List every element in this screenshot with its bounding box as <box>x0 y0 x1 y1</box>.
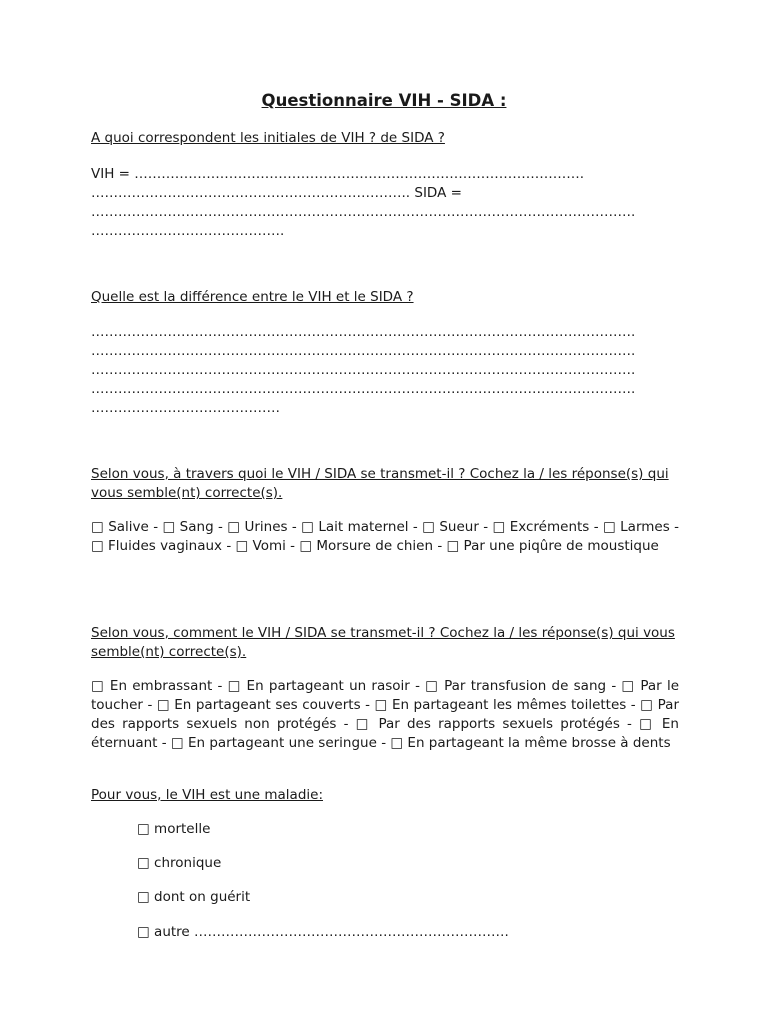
options-4: □ En embrassant - □ En partageant un rasoir - □ Par transfusion de sang - □ Par le toucher - □ En partageant ses couverts - □ En partageant les mêmes toilettes - □ Par des rapports sexuels non protégés - □ Par des rapports sexuels protégés - □ En éternuant - □ En partageant une seringue - □ En partageant la même brosse à dents <box>91 678 679 751</box>
answer-line: …………………………………………………………………………………………………………. <box>91 381 636 397</box>
option-autre: □ autre ……………………………………………………………. <box>137 924 509 940</box>
answer-lines-2 <box>91 323 679 418</box>
answer-lines-1 <box>91 165 679 241</box>
answer-line: …………………………………… <box>91 400 280 416</box>
answer-line: …………………………………………………………………………………………………………. <box>91 204 636 220</box>
answer-line: …………………………………………………………………………………………………………. <box>91 324 636 340</box>
options-3: □ Salive - □ Sang - □ Urines - □ Lait maternel - □ Sueur - □ Excréments - □ Larmes - □ Fluides vaginaux - □ Vomi - □ Morsure de chien - □ Par une piqûre de moustique <box>91 519 679 554</box>
option-chronique: □ chronique <box>137 855 222 871</box>
question-2: Quelle est la différence entre le VIH et le SIDA ? <box>91 289 414 305</box>
question-3: Selon vous, à travers quoi le VIH / SIDA se transmet-il ? Cochez la / les réponse(s) qui vous semble(nt) correcte(s). <box>91 466 669 501</box>
answer-line: …………………………………………………………………………………………………………. <box>91 362 636 378</box>
answer-line: …………………………………………………………….. SIDA = <box>91 185 462 201</box>
question-5: Pour vous, le VIH est une maladie: <box>91 787 323 803</box>
question-1: A quoi correspondent les initiales de VIH ? de SIDA ? <box>91 130 445 146</box>
page-title: Questionnaire VIH - SIDA : <box>261 91 507 110</box>
option-dont-on-guerit: □ dont on guérit <box>137 889 251 905</box>
question-4: Selon vous, comment le VIH / SIDA se transmet-il ? Cochez la / les réponse(s) qui vous semble(nt) correcte(s). <box>91 625 675 660</box>
answer-line: VIH = ………………………………………………………………………………………. <box>91 166 585 182</box>
answer-line: …………………………………………………………………………………………………………. <box>91 343 636 359</box>
answer-line: ……………………………………. <box>91 223 285 239</box>
option-mortelle: □ mortelle <box>137 821 211 837</box>
